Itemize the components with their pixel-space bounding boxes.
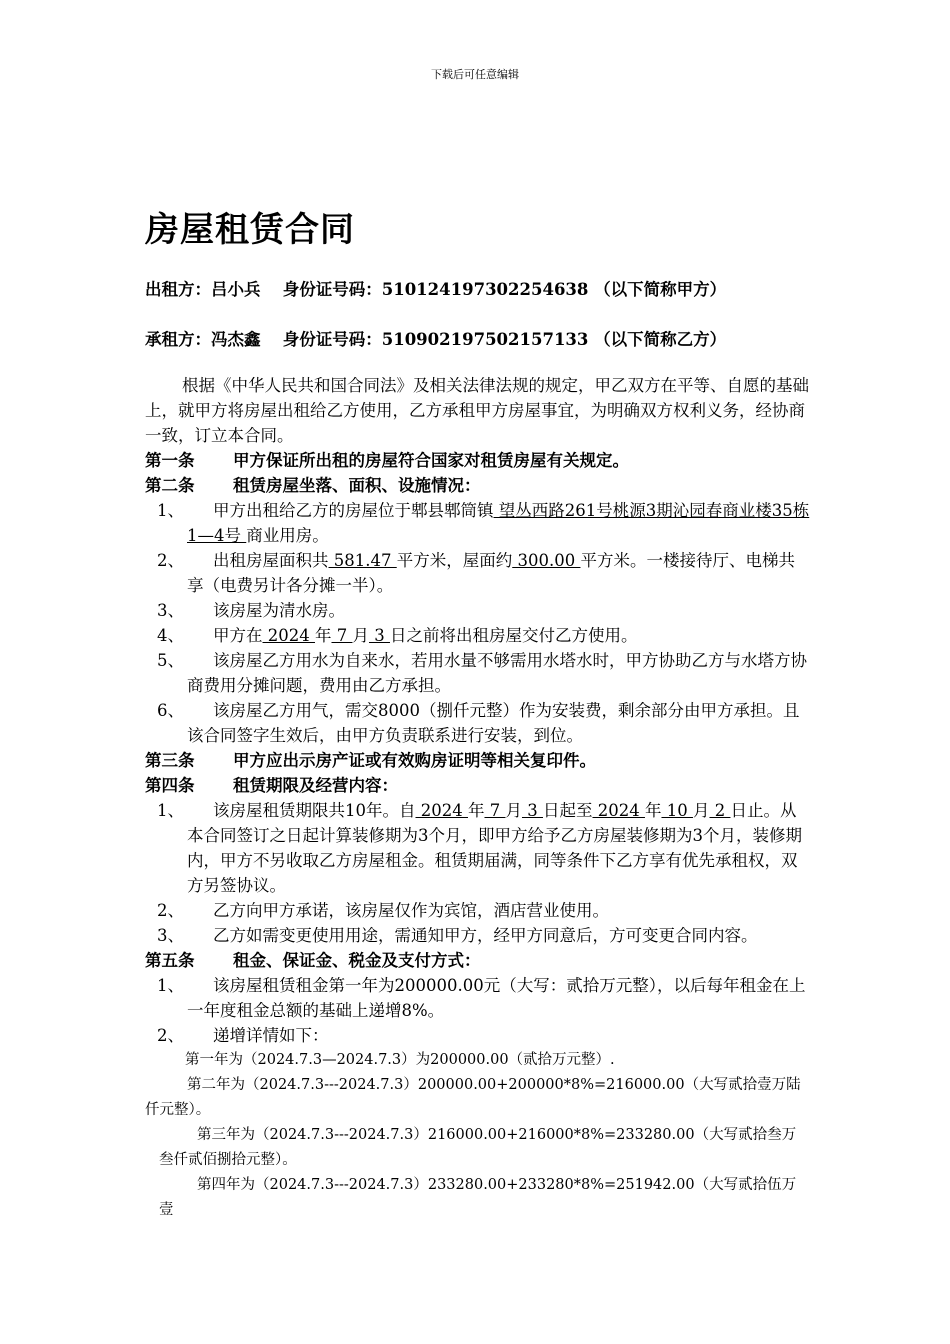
clause-number: 4、 [157, 626, 184, 645]
clause-text: 平方米。一楼接待厅、电梯共享（电费另计各分摊一半）。 [187, 551, 795, 595]
intro-paragraph: 根据《中华人民共和国合同法》及相关法律法规的规定，甲乙双方在平等、自愿的基础上，就甲方将房屋出租给乙方使用，乙方承租甲方房屋事宜，为明确双方权利义务，经协商一致，订立本合同。 [145, 376, 809, 445]
clause-text: 乙方如需变更使用用途，需通知甲方，经甲方同意后，方可变更合同内容。 [213, 926, 758, 945]
clause [145, 973, 810, 1023]
article-3 [145, 748, 810, 773]
clause-number: 1、 [157, 801, 184, 820]
clause-text: 月 [692, 801, 710, 820]
clause-text: 年 [314, 626, 332, 645]
clause [145, 898, 810, 923]
article-number: 第五条 [145, 951, 195, 970]
clause-text: 年 [467, 801, 485, 820]
article-title: 租赁期限及经营内容： [233, 776, 398, 795]
rent-year-2: 第二年为（2024.7.3---2024.7.3）200000.00+200000*8%=216000.00（大写贰拾壹万陆仟元整）。 [145, 1077, 801, 1118]
clause-text: 年 [644, 801, 662, 820]
article-title: 租赁房屋坐落、面积、设施情况： [233, 476, 481, 495]
contract-title: 房屋租赁合同 [145, 210, 355, 250]
clause-number: 5、 [157, 651, 184, 670]
clause-text: 月 [352, 626, 369, 645]
clause [145, 498, 810, 548]
lessee-line: 承租方：冯杰鑫 身份证号码：510902197502157133 （以下简称乙方） [145, 330, 727, 349]
clause-text: 出租房屋面积共 [213, 551, 329, 570]
handover-month: 7 [331, 626, 353, 645]
article-4 [145, 773, 810, 798]
property-address: 望丛西路261号桃源3期沁园春商业楼35栋1—4号 [187, 501, 810, 545]
clause-number: 1、 [157, 501, 184, 520]
lessor-line: 出租方：吕小兵 身份证号码：510124197302254638 （以下简称甲方） [145, 280, 727, 299]
clause-number: 3、 [157, 926, 184, 945]
clause-text: 该房屋为清水房。 [213, 601, 345, 620]
clause [145, 798, 810, 898]
clause-text: 日起至 [542, 801, 593, 820]
clause-text: 乙方向甲方承诺，该房屋仅作为宾馆，酒店营业使用。 [213, 901, 609, 920]
clause [145, 648, 810, 698]
clause-text: 递增详情如下： [213, 1026, 329, 1045]
floor-area: 581.47 [328, 551, 397, 570]
clause [145, 548, 810, 598]
clause-text: 甲方在 [213, 626, 263, 645]
start-day: 3 [521, 801, 543, 820]
article-number: 第四条 [145, 776, 195, 795]
clause-number: 2、 [157, 551, 184, 570]
article-title: 甲方保证所出租的房屋符合国家对租赁房屋有关规定。 [233, 451, 629, 470]
handover-year: 2024 [262, 626, 315, 645]
clause-text: 日之前将出租房屋交付乙方使用。 [389, 626, 638, 645]
clause-number: 3、 [157, 601, 184, 620]
handover-day: 3 [368, 626, 390, 645]
rent-year-1: 第一年为（2024.7.3—2024.7.3）为200000.00（贰拾万元整）. [185, 1052, 615, 1068]
article-title: 租金、保证金、税金及支付方式： [233, 951, 481, 970]
rent-year-4: 第四年为（2024.7.3---2024.7.3）233280.00+233280*8%=251942.00（大写贰拾伍万壹 [159, 1177, 797, 1218]
clause-text: 该房屋乙方用水为自来水，若用水量不够需用水塔水时，甲方协助乙方与水塔方协商费用分摊问题，费用由乙方承担。 [187, 651, 807, 695]
clause-text: 该房屋租赁期限共10年。自 [213, 801, 416, 820]
clause [145, 698, 810, 748]
clause-number: 1、 [157, 976, 184, 995]
end-year: 2024 [592, 801, 645, 820]
article-1 [145, 448, 810, 473]
contract-body [145, 373, 810, 1223]
clause-number: 6、 [157, 701, 184, 720]
article-number: 第三条 [145, 751, 195, 770]
clause [145, 1023, 810, 1048]
header-note: 下载后可任意编辑 [431, 68, 519, 81]
end-month: 10 [661, 801, 693, 820]
roof-area: 300.00 [512, 551, 581, 570]
clause [145, 598, 810, 623]
start-month: 7 [484, 801, 506, 820]
clause-number: 2、 [157, 901, 184, 920]
clause-text: 该房屋租赁租金第一年为200000.00元（大写：贰拾万元整），以后每年租金在上一年度租金总额的基础上递增8%。 [187, 976, 806, 1020]
clause-text: 商业用房。 [246, 526, 329, 545]
clause [145, 923, 810, 948]
clause [145, 623, 810, 648]
article-number: 第二条 [145, 476, 195, 495]
article-2 [145, 473, 810, 498]
clause-text: 日止。从本合同签订之日起计算装修期为3个月，即甲方给予乙方房屋装修期为3个月，装修期内，甲方不另收取乙方房屋租金。租赁期届满，同等条件下乙方享有优先承租权，双方另签协议。 [187, 801, 802, 895]
clause-text: 该房屋乙方用气，需交8000（捌仟元整）作为安装费，剩余部分由甲方承担。且该合同签字生效后，由甲方负责联系进行安装，到位。 [187, 701, 800, 745]
article-number: 第一条 [145, 451, 195, 470]
end-day: 2 [709, 801, 731, 820]
clause-text: 甲方出租给乙方的房屋位于郫县郫筒镇 [213, 501, 494, 520]
clause-number: 2、 [157, 1026, 184, 1045]
article-5 [145, 948, 810, 973]
start-year: 2024 [415, 801, 468, 820]
rent-year-3: 第三年为（2024.7.3---2024.7.3）216000.00+216000*8%=233280.00（大写贰拾叁万叁仟贰佰捌拾元整）。 [159, 1127, 797, 1168]
clause-text: 月 [505, 801, 522, 820]
clause-text: 平方米，屋面约 [396, 551, 513, 570]
article-title: 甲方应出示房产证或有效购房证明等相关复印件。 [233, 751, 596, 770]
